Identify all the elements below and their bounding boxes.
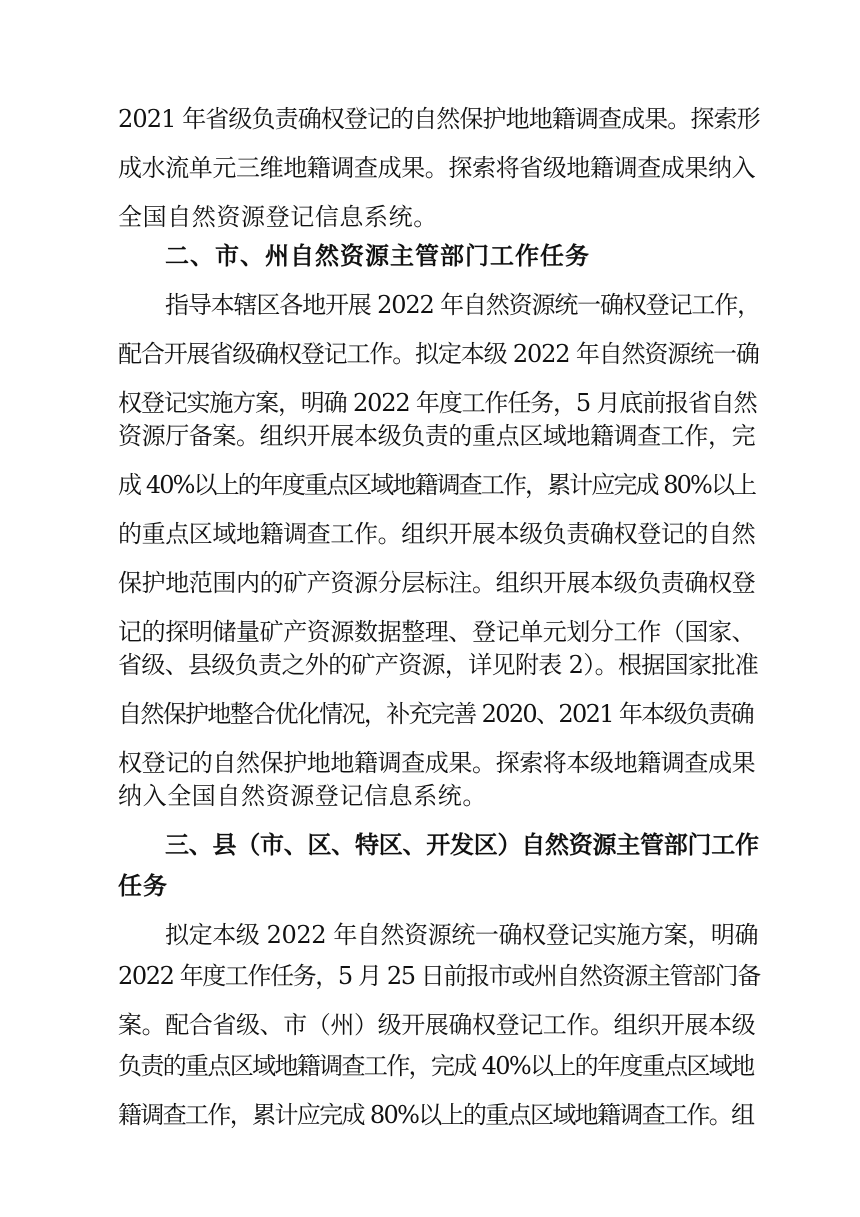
section-heading-3-continued: 任务	[118, 872, 168, 900]
paragraph-line: 籍调查工作，累计应完成 80%以上的重点区域地籍调查工作。组	[118, 1101, 754, 1129]
section-heading-2: 二、市、州自然资源主管部门工作任务	[165, 242, 590, 270]
paragraph-line: 案。配合省级、市（州）级开展确权登记工作。组织开展本级	[118, 1011, 756, 1039]
paragraph-line: 2022 年度工作任务，5 月 25 日前报市或州自然资源主管部门备	[118, 962, 760, 990]
paragraph-line: 纳入全国自然资源登记信息系统。	[118, 782, 487, 810]
paragraph-line: 拟定本级 2022 年自然资源统一确权登记实施方案，明确	[165, 921, 759, 949]
paragraph-line: 全国自然资源登记信息系统。	[118, 203, 438, 231]
paragraph-line: 负责的重点区域地籍调查工作，完成 40%以上的年度重点区域地	[118, 1052, 754, 1080]
paragraph-line: 权登记实施方案，明确 2022 年度工作任务，5 月底前报省自然	[118, 389, 757, 417]
paragraph-line: 资源厅备案。组织开展本级负责的重点区域地籍调查工作，完	[118, 422, 756, 450]
paragraph-line: 权登记的自然保护地地籍调查成果。探索将本级地籍调查成果	[118, 749, 756, 777]
paragraph-line: 指导本辖区各地开展 2022 年自然资源统一确权登记工作，	[165, 291, 760, 319]
paragraph-line: 成 40%以上的年度重点区域地籍调查工作，累计应完成 80%以上	[118, 471, 756, 499]
paragraph-line: 省级、县级负责之外的矿产资源，详见附表 2）。根据国家批准	[118, 651, 759, 679]
paragraph-line: 成水流单元三维地籍调查成果。探索将省级地籍调查成果纳入	[118, 154, 756, 182]
paragraph-line: 自然保护地整合优化情况，补充完善 2020、2021 年本级负责确	[118, 700, 753, 728]
paragraph-line: 的重点区域地籍调查工作。组织开展本级负责确权登记的自然	[118, 520, 756, 548]
paragraph-line: 2021 年省级负责确权登记的自然保护地地籍调查成果。探索形	[118, 105, 760, 133]
section-heading-3: 三、县（市、区、特区、开发区）自然资源主管部门工作	[165, 831, 759, 859]
paragraph-line: 配合开展省级确权登记工作。拟定本级 2022 年自然资源统一确	[118, 340, 759, 368]
paragraph-line: 保护地范围内的矿产资源分层标注。组织开展本级负责确权登	[118, 569, 756, 597]
paragraph-line: 记的探明储量矿产资源数据整理、登记单元划分工作（国家、	[118, 618, 756, 646]
